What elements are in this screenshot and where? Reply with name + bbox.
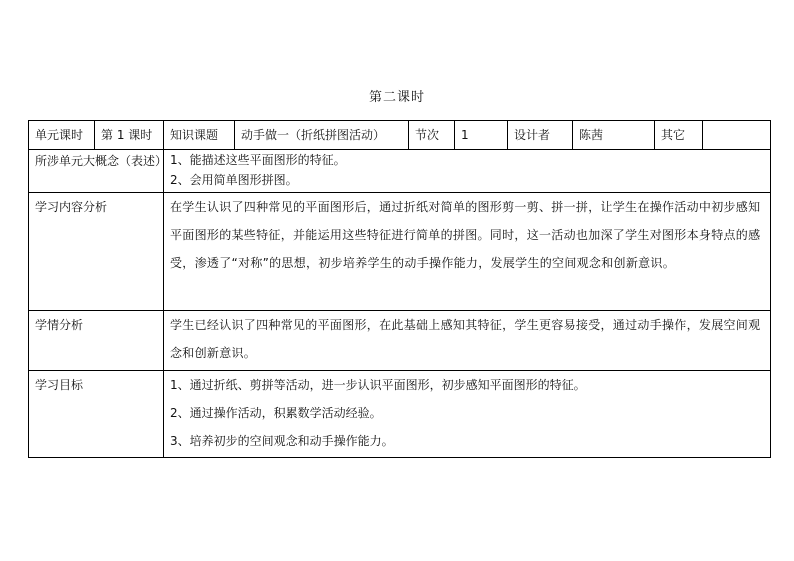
concept-item: 2、会用简单图形拼图。	[170, 173, 298, 187]
page-title: 第二课时	[368, 90, 425, 105]
concept-row	[29, 150, 771, 193]
learner-analysis-text: 学生已经认识了四种常见的平面图形，在此基础上感知其特征，学生更容易接受，通过动手操作，发展空间观念和创新意识。	[164, 311, 771, 371]
designer-value: 陈茜	[573, 121, 655, 150]
header-row	[29, 121, 771, 150]
goal-item: 1、通过折纸、剪拼等活动，进一步认识平面图形，初步感知平面图形的特征。	[170, 378, 586, 392]
topic-value: 动手做一（折纸拼图活动）	[235, 121, 409, 150]
topic-label: 知识课题	[164, 121, 235, 150]
goals-row	[29, 371, 771, 458]
goal-item: 2、通过操作活动，积累数学活动经验。	[170, 406, 382, 420]
period-label: 节次	[409, 121, 455, 150]
concept-label: 所涉单元大概念（表述）	[29, 150, 164, 193]
learner-analysis-row	[29, 311, 771, 371]
designer-label: 设计者	[508, 121, 573, 150]
content-analysis-row	[29, 193, 771, 311]
other-label: 其它	[655, 121, 703, 150]
content-analysis-text: 在学生认识了四种常见的平面图形后，通过折纸对简单的图形剪一剪、拼一拼，让学生在操作活动中初步感知平面图形的某些特征，并能运用这些特征进行简单的拼图。同时，这一活动也加深了学生对图形本身特点的感受，渗透了“对称”的思想，初步培养学生的动手操作能力，发展学生的空间观念和创新意识。	[164, 193, 771, 311]
concept-content	[164, 150, 771, 193]
learner-analysis-label: 学情分析	[29, 311, 164, 371]
unit-lesson-label: 单元课时	[29, 121, 95, 150]
goal-item: 3、培养初步的空间观念和动手操作能力。	[170, 434, 394, 448]
other-value	[703, 121, 771, 150]
goals-label: 学习目标	[29, 371, 164, 458]
concept-item: 1、能描述这些平面图形的特征。	[170, 153, 346, 167]
lesson-number: 第 1 课时	[95, 121, 164, 150]
goals-content	[164, 371, 771, 458]
period-value: 1	[455, 121, 508, 150]
content-analysis-label: 学习内容分析	[29, 193, 164, 311]
lesson-plan-table	[28, 120, 771, 458]
